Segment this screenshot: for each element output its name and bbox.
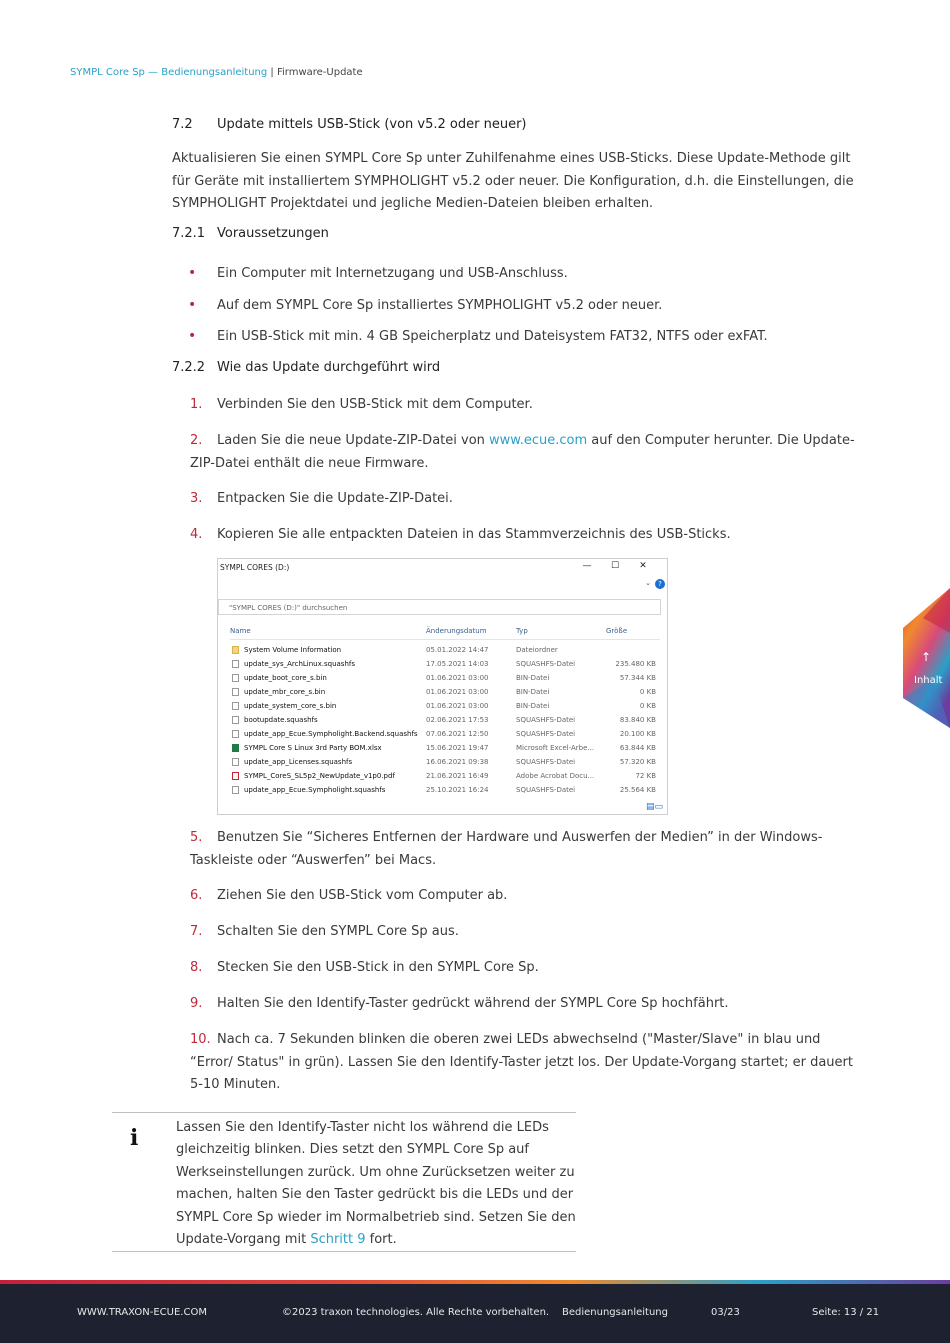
table-row[interactable]	[230, 755, 660, 769]
excel-file-icon	[232, 744, 239, 752]
file-name: update_app_Licenses.squashfs	[244, 758, 353, 766]
breadcrumb	[70, 67, 363, 78]
procedure-steps-part1	[190, 394, 860, 548]
table-row[interactable]	[230, 713, 660, 727]
file-icon	[232, 660, 239, 668]
file-date: 01.06.2021 03:00	[426, 674, 489, 682]
file-type: BIN-Datei	[516, 674, 550, 682]
procedure-title: Wie das Update durchgeführt wird	[217, 360, 441, 375]
step-7: 7. Schalten Sie den SYMPL Core Sp aus.	[190, 924, 459, 939]
file-size: 63.844 KB	[619, 744, 656, 752]
step-9: 9. Halten Sie den Identify-Taster gedrückt während der SYMPL Core Sp hochfährt.	[190, 996, 729, 1011]
file-size: 72 KB	[635, 772, 656, 780]
file-icon	[232, 716, 239, 724]
section-number: 7.2	[172, 117, 193, 132]
file-icon	[232, 674, 239, 682]
bullet-icon: •	[188, 296, 197, 313]
file-icon	[232, 786, 239, 794]
col-name[interactable]: Name	[230, 627, 251, 635]
file-size: 0 KB	[639, 702, 656, 710]
file-date: 15.06.2021 19:47	[426, 744, 489, 752]
procedure-number: 7.2.2	[172, 360, 206, 375]
file-date: 01.06.2021 03:00	[426, 702, 489, 710]
breadcrumb-section: Firmware-Update	[276, 67, 363, 78]
footer-website[interactable]: WWW.TRAXON-ECUE.COM	[77, 1307, 207, 1318]
breadcrumb-product[interactable]: SYMPL Core Sp — Bedienungsanleitung	[70, 67, 268, 78]
info-icon: i	[130, 1125, 139, 1151]
table-row[interactable]	[230, 783, 660, 797]
search-input[interactable]: "SYMPL CORES (D:)" durchsuchen	[218, 599, 661, 615]
side-tab-label: Inhalt	[914, 675, 943, 686]
section-heading	[172, 117, 527, 132]
help-icon[interactable]: ?	[655, 579, 665, 589]
step-3: 3. Entpacken Sie die Update-ZIP-Datei.	[190, 491, 453, 506]
col-size[interactable]: Größe	[606, 627, 628, 635]
column-headers	[230, 625, 660, 640]
file-type: SQUASHFS-Datei	[516, 730, 576, 738]
file-type: Microsoft Excel-Arbe...	[516, 744, 595, 752]
requirements-title: Voraussetzungen	[217, 226, 329, 241]
file-size: 57.320 KB	[619, 758, 656, 766]
step-6: 6. Ziehen Sie den USB-Stick vom Computer ab.	[190, 888, 508, 903]
file-name: update_boot_core_s.bin	[244, 674, 327, 682]
file-name: update_system_core_s.bin	[244, 702, 337, 710]
file-icon	[232, 758, 239, 766]
file-icon	[232, 730, 239, 738]
footer-version: 03/23	[711, 1307, 740, 1318]
file-type: SQUASHFS-Datei	[516, 758, 576, 766]
col-type[interactable]: Typ	[516, 627, 528, 635]
footer-doc-type: Bedienungsanleitung	[562, 1307, 668, 1318]
minimize-icon[interactable]: —	[582, 561, 592, 571]
pdf-file-icon	[232, 772, 239, 780]
procedure-steps-part2	[190, 827, 860, 1097]
file-date: 25.10.2021 16:24	[426, 786, 489, 794]
step-4: 4. Kopieren Sie alle entpackten Dateien in das Stammverzeichnis des USB-Sticks.	[190, 527, 731, 542]
table-row[interactable]	[230, 657, 660, 671]
file-name: update_app_Ecue.Sympholight.Backend.squashfs	[244, 730, 418, 738]
file-type: SQUASHFS-Datei	[516, 786, 576, 794]
file-size: 25.564 KB	[619, 786, 656, 794]
view-toggle-icon[interactable]: ▤▭	[645, 802, 663, 812]
file-name: bootupdate.squashfs	[244, 716, 318, 724]
requirements-heading	[172, 226, 329, 241]
file-list	[230, 643, 660, 797]
toc-side-tab[interactable]	[903, 588, 950, 728]
step-8: 8. Stecken Sie den USB-Stick in den SYMPL Core Sp.	[190, 960, 539, 975]
file-type: SQUASHFS-Datei	[516, 716, 576, 724]
bullet-icon: •	[188, 328, 197, 344]
step-1: 1. Verbinden Sie den USB-Stick mit dem Computer.	[190, 397, 533, 412]
file-date: 07.06.2021 12:50	[426, 730, 489, 738]
file-size: 0 KB	[639, 688, 656, 696]
step-10: 10. Nach ca. 7 Sekunden blinken die oberen zwei LEDs abwechselnd ("Master/Slave" in blau und “Error/ Status" in grün). Lassen Sie den Identify-Taster jetzt los. Der Update-Vorgang startet; er dauert 5-10 Minuten.	[190, 1032, 853, 1092]
list-item: • Ein Computer mit Internetzugang und USB-Anschluss.	[188, 265, 568, 281]
maximize-icon[interactable]: ☐	[610, 561, 620, 571]
col-date[interactable]: Änderungsdatum	[426, 627, 487, 635]
file-name: update_app_Ecue.Sympholight.squashfs	[244, 786, 386, 794]
table-row[interactable]	[230, 699, 660, 713]
table-row[interactable]	[230, 727, 660, 741]
section-title: Update mittels USB-Stick (von v5.2 oder neuer)	[217, 117, 527, 132]
procedure-heading	[172, 360, 440, 375]
file-date: 01.06.2021 03:00	[426, 688, 489, 696]
requirements-number: 7.2.1	[172, 226, 206, 241]
file-date: 21.06.2021 16:49	[426, 772, 489, 780]
file-name: update_sys_ArchLinux.squashfs	[244, 660, 355, 668]
chevron-down-icon[interactable]: ⌄	[645, 579, 651, 587]
arrow-up-icon: ↑	[921, 650, 932, 664]
table-row[interactable]	[230, 741, 660, 755]
bullet-icon: •	[188, 265, 197, 281]
file-type: SQUASHFS-Datei	[516, 660, 576, 668]
file-explorer-screenshot	[217, 558, 668, 815]
page-footer	[0, 1280, 950, 1343]
file-date: 02.06.2021 17:53	[426, 716, 489, 724]
file-icon	[232, 702, 239, 710]
ecue-link[interactable]: www.ecue.com	[489, 433, 588, 448]
file-date: 16.06.2021 09:38	[426, 758, 489, 766]
list-item: • Ein USB-Stick mit min. 4 GB Speicherplatz und Dateisystem FAT32, NTFS oder exFAT.	[188, 328, 768, 344]
note-text: Lassen Sie den Identify-Taster nicht los während die LEDs gleichzeitig blinken. Dies setzt den SYMPL Core Sp auf Werkseinstellungen zurück. Um ohne Zurücksetzen weiter zu machen, halten Sie den Taster gedrückt bis die LEDs und der SYMPL Core Sp wieder im Normalbetrieb sind. Setzen Sie den Update-Vorgang mit Schritt 9 fort.	[176, 1120, 576, 1248]
table-row[interactable]	[230, 643, 660, 657]
file-name: System Volume Information	[244, 646, 342, 654]
file-size: 57.344 KB	[619, 674, 656, 682]
step-2: 2. Laden Sie die neue Update-ZIP-Datei von www.ecue.com auf den Computer herunter. Die Update-ZIP-Datei enthält die neue Firmware.	[190, 433, 855, 471]
file-icon	[232, 688, 239, 696]
list-item: • Auf dem SYMPL Core Sp installiertes SYMPHOLIGHT v5.2 oder neuer.	[188, 296, 663, 313]
step-9-link[interactable]: Schritt 9	[310, 1232, 366, 1248]
window-controls	[573, 561, 657, 571]
footer-page-number: Seite: 13 / 21	[812, 1307, 880, 1318]
requirements-list	[172, 264, 862, 359]
breadcrumb-separator: |	[267, 67, 277, 78]
file-type: BIN-Datei	[516, 688, 550, 696]
file-date: 17.05.2021 14:03	[426, 660, 489, 668]
file-name: SYMPL_CoreS_SL5p2_NewUpdate_v1p0.pdf	[244, 772, 395, 780]
explorer-title: SYMPL CORES (D:)	[220, 563, 290, 572]
step-5: 5. Benutzen Sie “Sicheres Entfernen der Hardware und Auswerfen der Medien” in der Windows-Taskleiste oder “Auswerfen” bei Macs.	[190, 830, 823, 868]
table-row[interactable]	[230, 685, 660, 699]
file-name: SYMPL Core S Linux 3rd Party BOM.xlsx	[244, 744, 382, 752]
file-type: Adobe Acrobat Docu...	[516, 772, 595, 780]
table-row[interactable]	[230, 769, 660, 783]
footer-stripe	[0, 1280, 950, 1284]
info-note	[112, 1112, 576, 1252]
file-type: Dateiordner	[516, 646, 558, 654]
file-name: update_mbr_core_s.bin	[244, 688, 326, 696]
file-size: 83.840 KB	[619, 716, 656, 724]
close-icon[interactable]: ✕	[639, 561, 647, 571]
section-intro: Aktualisieren Sie einen SYMPL Core Sp unter Zuhilfenahme eines USB-Sticks. Diese Update-Methode gilt für Geräte mit installiertem SYMPHOLIGHT v5.2 oder neuer. Die Konfiguration, d.h. die Einstellungen, die SYMPHOLIGHT Projektdatei und jegliche Medien-Dateien bleiben erhalten.	[172, 151, 854, 211]
folder-icon	[232, 646, 239, 654]
file-size: 235.480 KB	[615, 660, 656, 668]
file-date: 05.01.2022 14:47	[426, 646, 489, 654]
footer-copyright: ©2023 traxon technologies. Alle Rechte vorbehalten.	[282, 1307, 550, 1318]
file-size: 20.100 KB	[619, 730, 656, 738]
file-type: BIN-Datei	[516, 702, 550, 710]
table-row[interactable]	[230, 671, 660, 685]
